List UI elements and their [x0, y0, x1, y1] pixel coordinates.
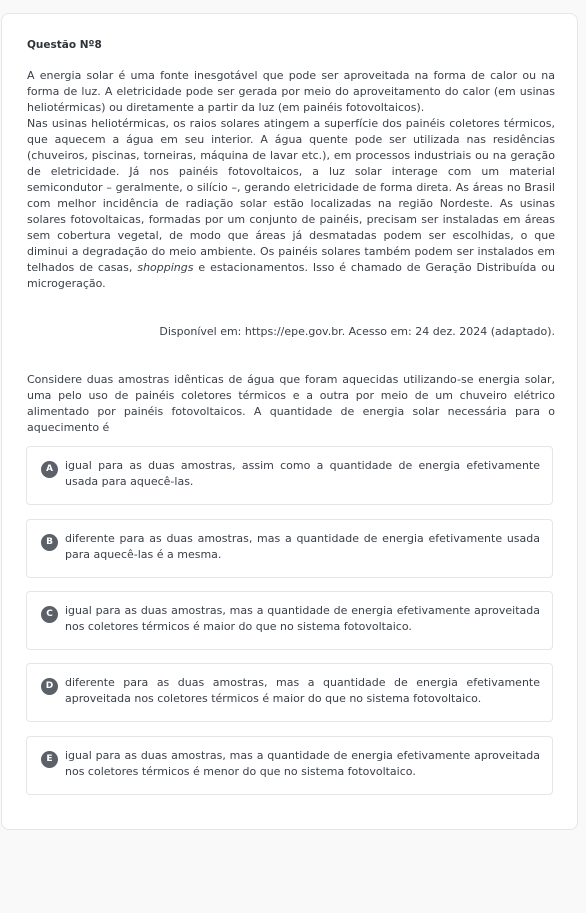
option-text: diferente para as duas amostras, mas a quantidade de energia efetivamente aproveitada nos coletores térmicos é maior do que no sistema fotovoltaico. — [65, 676, 540, 705]
passage-paragraph-end: e estacionamentos. Isso é chamado de Geração Distribuída ou microgeração. — [27, 261, 555, 290]
option-letter-badge: A — [41, 461, 58, 478]
option-text: igual para as duas amostras, mas a quantidade de energia efetivamente aproveitada nos coletores térmicos é menor do que no sistema fotovoltaico. — [65, 749, 540, 778]
question-title: Questão Nº8 — [27, 39, 102, 51]
passage-paragraph: A energia solar é uma fonte inesgotável que pode ser aproveitada na forma de calor ou na forma de luz. A eletricidade pode ser gerada por meio do aproveitamento do calor (em usinas heliotérmicas) ou diretamente a partir da luz (em painéis fotovoltaicos). — [27, 69, 555, 114]
option-letter-badge: E — [41, 751, 58, 768]
source-citation: Disponível em: https://epe.gov.br. Acesso em: 24 dez. 2024 (adaptado). — [159, 325, 555, 338]
answer-option-d[interactable] — [26, 663, 553, 722]
passage-italic-word: shoppings — [137, 261, 194, 274]
option-text: diferente para as duas amostras, mas a quantidade de energia efetivamente usada para aquecê-las é a mesma. — [65, 532, 540, 561]
answer-option-c[interactable] — [26, 591, 553, 650]
option-text: igual para as duas amostras, mas a quantidade de energia efetivamente aproveitada nos coletores térmicos é maior do que no sistema fotovoltaico. — [65, 604, 540, 633]
answer-option-b[interactable] — [26, 519, 553, 578]
option-letter-badge: C — [41, 606, 58, 623]
question-prompt: Considere duas amostras idênticas de água que foram aquecidas utilizando-se energia solar, uma pelo uso de painéis coletores térmicos e a outra por meio de um chuveiro elétrico alimentado por painéis fotovoltaicos. A quantidade de energia solar necessária para o aquecimento é — [27, 373, 555, 434]
answer-option-e[interactable] — [26, 736, 553, 795]
answer-option-a[interactable] — [26, 446, 553, 505]
option-letter-badge: B — [41, 534, 58, 551]
passage-text — [27, 68, 555, 292]
option-letter-badge: D — [41, 678, 58, 695]
passage-paragraph-text: Nas usinas heliotérmicas, os raios solares atingem a superfície dos painéis coletores térmicos, que aquecem a água em seu interior. A água quente pode ser utilizada nas residências (chuveiros, piscinas, torneiras, máquina de lavar etc.), em processos industriais ou na geração de eletricidade. Já nos painéis fotovoltaicos, a luz solar interage com um material semicondutor – geralmente, o silício –, gerando eletricidade de forma direta. As áreas no Brasil com melhor incidência de radiação solar estão localizadas na região Nordeste. As usinas solares fotovoltaicas, formadas por um conjunto de painéis, precisam ser instaladas em áreas sem cobertura vegetal, de modo que áreas já desmatadas podem ser escolhidas, o que diminui a degradação do meio ambiente. Os painéis solares também podem ser instalados em telhados de casas, — [27, 117, 555, 274]
passage-paragraph — [27, 116, 555, 292]
option-text: igual para as duas amostras, assim como a quantidade de energia efetivamente usada para aquecê-las. — [65, 459, 540, 488]
